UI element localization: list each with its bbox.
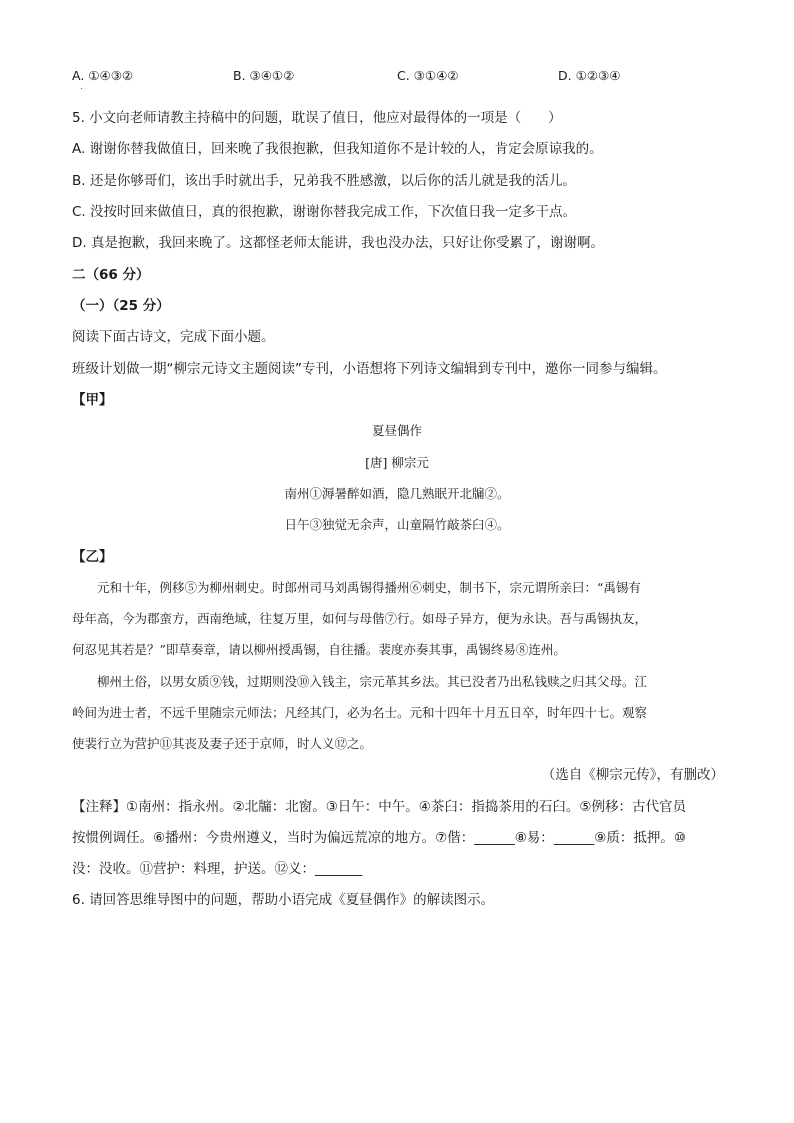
q5-stem: 5. 小文向老师请教主持稿中的问题，耽误了值日，他应对最得体的一项是（ ） [72, 110, 562, 126]
notes-line: 【注释】①南州：指永州。②北牖：北窗。③日午：中午。④茶臼：指捣茶用的石臼。⑤例移：古代官员 [72, 799, 687, 815]
yi-line: 母年高，今为郡蛮方，西南绝域，往复万里，如何与母偕⑦行。如母子异方，便为永诀。吾与禹锡执友， [72, 611, 648, 626]
reading-intro: 班级计划做一期“柳宗元诗文主题阅读”专刊，小语想将下列诗文编辑到专刊中，邀你一同参与编辑。 [72, 361, 667, 377]
q6-stem: 6. 请回答思维导图中的问题，帮助小语完成《夏昼偶作》的解读图示。 [72, 892, 495, 908]
yi-line: 元和十年，例移⑤为柳州刺史。时郎州司马刘禹锡得播州⑥刺史，制书下，宗元谓所亲曰：“禹锡有 [72, 580, 641, 595]
yi-line: 岭间为进士者，不远千里随宗元师法；凡经其门，必为名士。元和十四年十月五日卒，时年四十七。观察 [72, 705, 648, 720]
section-title: 二（66 分） [72, 267, 150, 283]
yi-label: 【乙】 [72, 549, 113, 565]
q4-option-d: D. ①②③④ [558, 68, 621, 83]
notes-line: 没：没收。⑪营护：料理，护送。⑫义：_______ [72, 861, 363, 877]
yi-line: 使裴行立为营护⑪其丧及妻子还于京师，时人义⑫之。 [72, 736, 373, 751]
yi-line: 何忍见其若是？”即草奏章，请以柳州授禹锡，自往播。裴度亦奏其事，禹锡终易⑧连州。 [72, 642, 566, 657]
q5-option-d: D. 真是抱歉，我回来晚了。这都怪老师太能讲，我也没办法，只好让你受累了，谢谢啊。 [72, 235, 604, 251]
poem-line-1: 南州①溽暑醉如酒，隐几熟眠开北牖②。 [284, 486, 510, 501]
q5-option-c: C. 没按时回来做值日，真的很抱歉，谢谢你替我完成工作，下次值日我一定多干点。 [72, 204, 577, 220]
poem-title: 夏昼偶作 [371, 423, 422, 438]
q4-option-a: A. ①④③② [72, 68, 134, 83]
q4-option-b: B. ③④①② [233, 68, 295, 83]
poem-line-2: 日午③独觉无余声，山童隔竹敲茶臼④。 [284, 517, 510, 532]
q5-option-b: B. 还是你够哥们，该出手时就出手，兄弟我不胜感激，以后你的活儿就是我的活儿。 [72, 173, 576, 189]
source-citation: （选自《柳宗元传》，有删改） [541, 767, 724, 783]
q5-option-a: A. 谢谢你替我做值日，回来晚了我很抱歉，但我知道你不是计较的人，肯定会原谅我的。 [72, 141, 603, 157]
yi-line: 柳州土俗，以男女质⑨钱，过期则没⑩入钱主，宗元革其乡法。其已没者乃出私钱赎之归其父母。江 [72, 674, 648, 689]
dot-mark: . [80, 82, 83, 92]
poem-author: [唐] 柳宗元 [365, 455, 429, 470]
reading-instruction: 阅读下面古诗文，完成下面小题。 [72, 329, 275, 345]
jia-label: 【甲】 [72, 392, 113, 408]
notes-line: 按惯例调任。⑥播州：今贵州遵义，当时为偏远荒凉的地方。⑦偕：______⑧易：______⑨质：抵押。⑩ [72, 830, 687, 846]
subsection-title: （一）（25 分） [72, 298, 170, 314]
q4-option-c: C. ③①④② [397, 68, 459, 83]
